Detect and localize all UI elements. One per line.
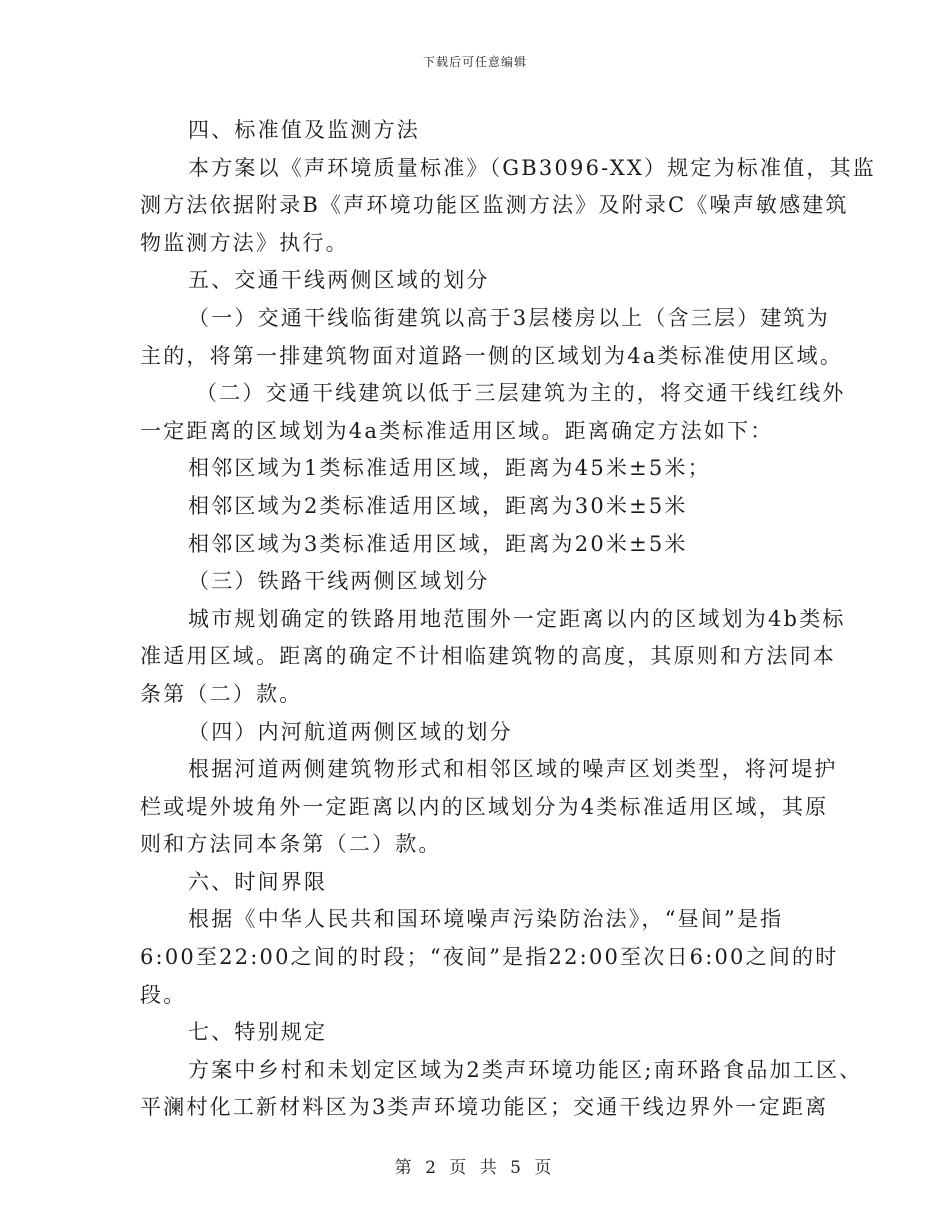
page-header: 下载后可任意编辑	[422, 55, 527, 69]
paragraph-line: 本方案以《声环境质量标准》（GB3096-XX）规定为标准值，其监	[188, 155, 876, 180]
section-heading-6: 六、时间界限	[188, 869, 328, 894]
paragraph-line: 6:00至22:00之间的时段；“夜间”是指22:00至次日6:00之间的时	[140, 945, 839, 970]
paragraph-line: 准适用区域。距离的确定不计相临建筑物的高度，其原则和方法同本	[140, 644, 836, 669]
paragraph-line: 一定距离的区域划为4a类标准适用区域。距离确定方法如下：	[140, 418, 774, 443]
document-body	[140, 112, 876, 1127]
paragraph-line: 栏或堤外坡角外一定距离以内的区域划分为4类标准适用区域，其原	[140, 794, 829, 819]
paragraph-line: （二）交通干线建筑以低于三层建筑为主的，将交通干线红线外	[196, 381, 846, 406]
section-heading-4: 四、标准值及监测方法	[188, 118, 420, 142]
paragraph-line: 方案中乡村和未划定区域为2类声环境功能区;南环路食品加工区、	[188, 1057, 863, 1082]
paragraph-line: 物监测方法》执行。	[140, 230, 349, 255]
section-heading-5: 五、交通干线两侧区域的划分	[188, 268, 490, 293]
paragraph-line: 测方法依据附录B《声环境功能区监测方法》及附录C《噪声敏感建筑	[140, 193, 849, 218]
list-item: 相邻区域为2类标准适用区域，距离为30米±5米	[188, 493, 688, 518]
paragraph-line: 条第（二）款。	[140, 681, 303, 706]
paragraph-line: 根据河道两侧建筑物形式和相邻区域的噪声区划类型，将河堤护	[188, 757, 838, 782]
paragraph-line: 段。	[140, 982, 187, 1007]
subsection-heading: （四）内河航道两侧区域的划分	[188, 719, 513, 744]
subsection-heading: （三）铁路干线两侧区域划分	[188, 569, 490, 594]
paragraph-line: 主的，将第一排建筑物面对道路一侧的区域划为4a类标准使用区域。	[140, 343, 844, 368]
paragraph-line: 平澜村化工新材料区为3类声环境功能区；交通干线边界外一定距离	[140, 1095, 829, 1120]
section-heading-7: 七、特别规定	[188, 1020, 328, 1045]
list-item: 相邻区域为1类标准适用区域，距离为45米±5米；	[188, 456, 711, 481]
list-item: 相邻区域为3类标准适用区域，距离为20米±5米	[188, 531, 688, 556]
paragraph-line: （一）交通干线临街建筑以高于3层楼房以上（含三层）建筑为	[188, 305, 830, 330]
page-number-footer: 第 2 页 共 5 页	[394, 1158, 556, 1178]
paragraph-line: 根据《中华人民共和国环境噪声污染防治法》，“昼间”是指	[188, 907, 784, 932]
paragraph-line: 城市规划确定的铁路用地范围外一定距离以内的区域划为4b类标	[188, 606, 846, 631]
paragraph-line: 则和方法同本条第（二）款。	[140, 832, 442, 857]
